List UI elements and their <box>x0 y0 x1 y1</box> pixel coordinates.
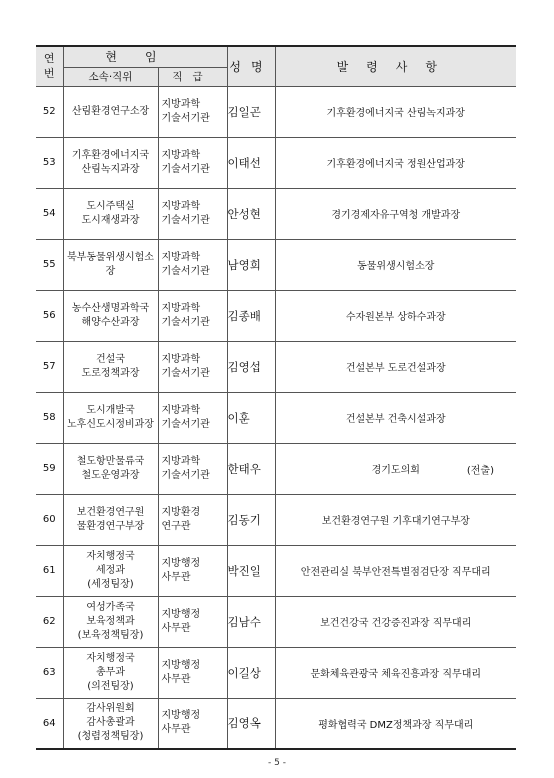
row-number: 52 <box>36 86 63 137</box>
row-number: 61 <box>36 545 63 596</box>
grade-line: 사무관 <box>161 571 191 583</box>
affiliation-line: 총무과 <box>96 666 125 678</box>
current-grade <box>158 443 227 494</box>
person-name: 안성현 <box>227 188 275 239</box>
table-row <box>36 647 516 698</box>
appointment-order <box>275 188 516 239</box>
row-number: 54 <box>36 188 63 239</box>
current-grade <box>158 341 227 392</box>
appointment-order <box>275 596 516 647</box>
affiliation-line: 산림녹지과장 <box>81 163 140 175</box>
person-name: 한태우 <box>227 443 275 494</box>
header-no-line1: 연 <box>43 52 55 66</box>
grade-line: 지방행정 <box>161 608 201 620</box>
current-affiliation <box>63 494 158 545</box>
current-affiliation <box>63 647 158 698</box>
appointment-order <box>275 86 516 137</box>
grade-line: 기술서기관 <box>161 316 210 328</box>
current-affiliation <box>63 698 158 749</box>
current-grade <box>158 86 227 137</box>
appointment-order <box>275 698 516 749</box>
appointment-order <box>275 341 516 392</box>
table-row <box>36 494 516 545</box>
order-text: 경기경제자유구역청 개발과장 <box>331 210 461 221</box>
person-name: 이길상 <box>227 647 275 698</box>
person-name: 박진일 <box>227 545 275 596</box>
grade-line: 지방과학 <box>161 251 201 263</box>
header-name-label: 성명 <box>229 59 273 74</box>
row-number: 53 <box>36 137 63 188</box>
table-row <box>36 443 516 494</box>
appointment-order <box>275 290 516 341</box>
table-header <box>36 46 516 86</box>
table-row <box>36 341 516 392</box>
appointment-order <box>275 239 516 290</box>
row-number: 62 <box>36 596 63 647</box>
grade-line: 지방과학 <box>161 455 201 467</box>
person-name: 김동기 <box>227 494 275 545</box>
appointment-order <box>275 494 516 545</box>
table-row <box>36 698 516 749</box>
current-grade <box>158 596 227 647</box>
row-number: 56 <box>36 290 63 341</box>
current-affiliation <box>63 443 158 494</box>
table-row <box>36 239 516 290</box>
affiliation-line: 물환경연구부장 <box>76 520 145 532</box>
grade-line: 지방과학 <box>161 404 201 416</box>
affiliation-line: (보육정책팀장) <box>77 629 144 641</box>
appointment-order <box>275 137 516 188</box>
row-number: 64 <box>36 698 63 749</box>
affiliation-line: 보건환경연구원 <box>76 506 145 518</box>
affiliation-line: 건설국 <box>96 353 125 365</box>
grade-line: 지방환경 <box>161 506 201 518</box>
grade-line: 기술서기관 <box>161 367 210 379</box>
table-row <box>36 596 516 647</box>
current-grade <box>158 494 227 545</box>
row-number: 58 <box>36 392 63 443</box>
row-number: 60 <box>36 494 63 545</box>
row-number: 55 <box>36 239 63 290</box>
header-name <box>227 46 275 86</box>
row-number: 63 <box>36 647 63 698</box>
table-row <box>36 545 516 596</box>
appointment-order <box>275 392 516 443</box>
grade-line: 지방행정 <box>161 557 201 569</box>
order-text: 기후환경에너지국 정원산업과장 <box>326 159 465 170</box>
affiliation-line: 기후환경에너지국 <box>71 149 150 161</box>
row-number: 59 <box>36 443 63 494</box>
affiliation-line: 북부동물위생시험소장 <box>67 251 154 277</box>
current-affiliation <box>63 341 158 392</box>
header-order <box>275 46 516 86</box>
affiliation-line: 세정과 <box>96 564 125 576</box>
header-order-label: 발령사항 <box>336 59 455 74</box>
page-number: - 5 - <box>268 758 286 768</box>
grade-line: 지방행정 <box>161 659 201 671</box>
header-no-line2: 번 <box>43 67 55 81</box>
current-grade <box>158 290 227 341</box>
grade-line: 사무관 <box>161 673 191 685</box>
person-name: 김남수 <box>227 596 275 647</box>
affiliation-line: 도시주택실 <box>86 200 135 212</box>
affiliation-line: 해양수산과장 <box>81 316 140 328</box>
affiliation-line: 보육정책과 <box>86 615 135 627</box>
affiliation-line: 감사총괄과 <box>86 717 135 729</box>
header-current-label: 현임 <box>105 50 185 65</box>
order-text: 기후환경에너지국 산림녹지과장 <box>326 108 465 119</box>
affiliation-line: 여성가족국 <box>86 601 135 613</box>
table-row <box>36 392 516 443</box>
current-affiliation <box>63 239 158 290</box>
grade-line: 기술서기관 <box>161 163 210 175</box>
grade-line: 연구관 <box>161 520 191 532</box>
affiliation-line: 감사위원회 <box>86 703 135 715</box>
row-number: 57 <box>36 341 63 392</box>
affiliation-line: (의전팀장) <box>87 680 134 692</box>
header-current <box>63 46 227 67</box>
order-text: 경기도의회 <box>371 465 420 476</box>
affiliation-line: 철도항만물류국 <box>76 455 145 467</box>
grade-line: 지방과학 <box>161 302 201 314</box>
header-grade-label: 직급 <box>172 71 213 83</box>
table-row <box>36 137 516 188</box>
current-grade <box>158 647 227 698</box>
grade-line: 사무관 <box>161 724 191 736</box>
affiliation-line: (세정팀장) <box>87 578 134 590</box>
grade-line: 지방과학 <box>161 149 201 161</box>
personnel-table <box>36 45 516 750</box>
current-affiliation <box>63 86 158 137</box>
grade-line: 지방과학 <box>161 200 201 212</box>
order-note: (전출) <box>466 465 494 476</box>
order-text: 건설본부 건축시설과장 <box>345 414 446 425</box>
appointment-order <box>275 647 516 698</box>
current-grade <box>158 188 227 239</box>
grade-line: 기술서기관 <box>161 418 210 430</box>
affiliation-line: 자치행정국 <box>86 652 135 664</box>
header-affiliation-label: 소속·직위 <box>88 71 133 83</box>
affiliation-line: 도시개발국 <box>86 404 135 416</box>
order-text: 보건환경연구원 기후대기연구부장 <box>321 516 470 527</box>
grade-line: 기술서기관 <box>161 265 210 277</box>
current-grade <box>158 545 227 596</box>
grade-line: 기술서기관 <box>161 112 210 124</box>
current-grade <box>158 392 227 443</box>
current-grade <box>158 239 227 290</box>
current-affiliation <box>63 596 158 647</box>
person-name: 김종배 <box>227 290 275 341</box>
person-name: 김일곤 <box>227 86 275 137</box>
order-text: 건설본부 도로건설과장 <box>345 363 446 374</box>
grade-line: 사무관 <box>161 622 191 634</box>
table-row <box>36 86 516 137</box>
affiliation-line: (청렴정책팀장) <box>77 731 144 743</box>
person-name: 김영옥 <box>227 698 275 749</box>
person-name: 이훈 <box>227 392 275 443</box>
current-affiliation <box>63 392 158 443</box>
current-affiliation <box>63 137 158 188</box>
affiliation-line: 자치행정국 <box>86 550 135 562</box>
current-affiliation <box>63 188 158 239</box>
order-text: 안전관리실 북부안전특별점검단장 직무대리 <box>300 567 491 578</box>
person-name: 남영희 <box>227 239 275 290</box>
grade-line: 기술서기관 <box>161 214 210 226</box>
current-affiliation <box>63 545 158 596</box>
order-text: 보건건강국 건강증진과장 직무대리 <box>320 618 472 629</box>
grade-line: 지방과학 <box>161 98 201 110</box>
order-text: 문화체육관광국 체육진흥과장 직무대리 <box>310 669 482 680</box>
header-no <box>36 46 63 86</box>
person-name: 이태선 <box>227 137 275 188</box>
table-row <box>36 290 516 341</box>
affiliation-line: 철도운영과장 <box>81 469 140 481</box>
person-name: 김영섭 <box>227 341 275 392</box>
table-body <box>36 86 516 749</box>
grade-line: 지방행정 <box>161 710 201 722</box>
affiliation-line: 노후신도시정비과장 <box>67 418 154 430</box>
table-row <box>36 188 516 239</box>
appointment-order <box>275 545 516 596</box>
header-affiliation <box>63 67 158 86</box>
order-text: 동물위생시험소장 <box>357 261 435 272</box>
order-text: 수자원본부 상하수과장 <box>345 312 446 323</box>
current-grade <box>158 698 227 749</box>
affiliation-line: 산림환경연구소장 <box>71 105 150 117</box>
current-affiliation <box>63 290 158 341</box>
affiliation-line: 도로정책과장 <box>81 367 140 379</box>
appointment-order <box>275 443 516 494</box>
affiliation-line: 도시재생과장 <box>81 214 140 226</box>
grade-line: 지방과학 <box>161 353 201 365</box>
header-grade <box>158 67 227 86</box>
affiliation-line: 농수산생명과학국 <box>71 302 150 314</box>
order-text: 평화협력국 DMZ정책과장 직무대리 <box>318 719 474 731</box>
current-grade <box>158 137 227 188</box>
grade-line: 기술서기관 <box>161 469 210 481</box>
